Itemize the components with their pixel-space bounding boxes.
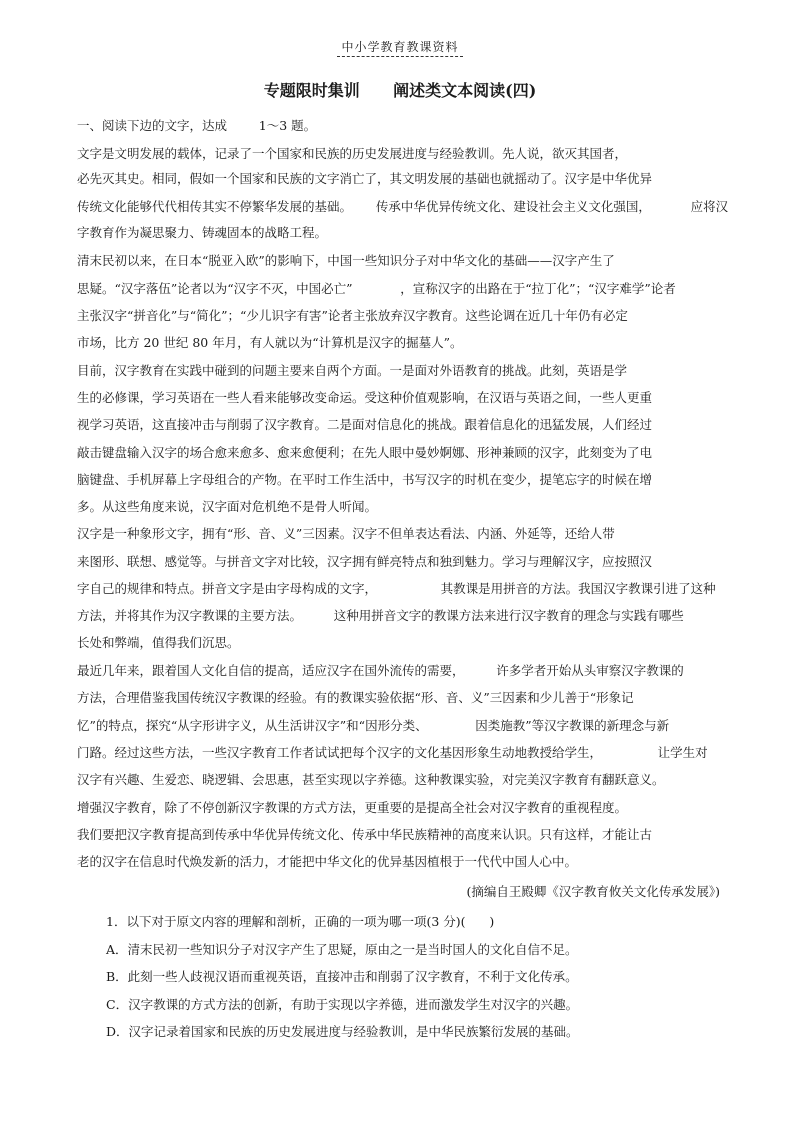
passage-line: 清末民初以来，在日本“脱亚入欧”的影响下，中国一些知识分子对中华文化的基础——汉字产生了 (77, 253, 615, 268)
passage-line: 字自己的规律和特点。拼音文字是由字母构成的文字， 其教课是用拼音的方法。我国汉字教课引进了这种 (77, 581, 716, 596)
passage-line: 传统文化能够代代相传其实不停繁华发展的基础。 传承中华优异传统文化、建设社会主义文化强国， 应将汉 (77, 199, 729, 214)
source-citation: (摘编自王殿卿《汉字教育攸关文化传承发展》) (466, 884, 720, 899)
passage-line: 最近几年来，跟着国人文化自信的提高，适应汉字在国外流传的需要， 许多学者开始从头审察汉字教课的 (77, 663, 684, 678)
question-stem: 1．以下对于原文内容的理解和剖析，正确的一项为哪一项(3 分)( ) (106, 914, 495, 929)
passage-line: 视学习英语，这直接冲击与削弱了汉字教育。二是面对信息化的挑战。跟着信息化的迅猛发展，人们经过 (77, 417, 653, 432)
passage-line: 字教育作为凝思聚力、铸魂固本的战略工程。 (77, 225, 328, 240)
option-a: A．清末民初一些知识分子对汉字产生了思疑，原由之一是当时国人的文化自信不足。 (106, 942, 578, 957)
option-d: D．汉字记录着国家和民族的历史发展进度与经验教训，是中华民族繁衍发展的基础。 (106, 1024, 579, 1039)
passage-line: 目前，汉字教育在实践中碰到的问题主要来自两个方面。一是面对外语教育的挑战。此刻，英语是学 (77, 363, 628, 378)
passage-line: 我们要把汉字教育提高到传承中华优异传统文化、传承中华民族精神的高度来认识。只有这样，才能让古 (77, 827, 653, 842)
passage-line: 脑键盘、手机屏幕上字母组合的产物。在平时工作生活中，书写汉字的时机在变少，提笔忘字的时候在增 (77, 472, 653, 487)
passage-line: 生的必修课，学习英语在一些人看来能够改变命运。受这种价值观影响，在汉语与英语之间，一些人更重 (77, 390, 653, 405)
passage-line: 门路。经过这些方法，一些汉字教育工作者试试把每个汉字的文化基因形象生动地教授给学生， 让学生对 (77, 745, 708, 760)
page-title: 专题限时集训 阐述类文本阅读(四) (263, 81, 537, 100)
passage-line: 老的汉字在信息时代焕发新的活力，才能把中华文化的优异基因植根于一代代中国人心中。 (77, 854, 578, 869)
passage-line: 必先灭其史。相同，假如一个国家和民族的文字消亡了，其文明发展的基础也就摇动了。汉字是中华优异 (77, 171, 653, 186)
passage-line: 思疑。“汉字落伍”论者以为“汉字不灭，中国必亡” ，宣称汉字的出路在于“拉丁化”；“汉字难学”论者 (77, 281, 676, 296)
passage-line: 主张汉字“拼音化”与“简化”；“少儿识字有害”论者主张放弃汉字教育。这些论调在近几十年仍有必定 (77, 308, 628, 323)
passage-line: 多。从这些角度来说，汉字面对危机绝不是骨人听闻。 (77, 499, 378, 514)
passage-line: 汉字有兴趣、生爱恋、晓逻辑、会思惠，甚至实现以字养德。这种教课实验，对完美汉字教育有翻跃意义。 (77, 772, 665, 787)
passage-line: 汉字是一种象形文字，拥有“形、音、义”三因素。汉字不但单表达看法、内涵、外延等，还给人带 (77, 526, 615, 541)
option-c: C．汉字教课的方式方法的创新，有助于实现以字养德，进而激发学生对汉字的兴趣。 (106, 997, 579, 1012)
passage-line: 方法，合理借鉴我国传统汉字教课的经验。有的教课实验依据“形、音、义”三因素和少儿善于“形象记 (77, 690, 634, 705)
passage-line: 长处和弊端，值得我们沉思。 (77, 635, 240, 650)
passage-line: 来图形、联想、感觉等。与拼音文字对比较，汉字拥有鲜亮特点和独到魅力。学习与理解汉字，应按照汉 (77, 554, 653, 569)
passage-line: 忆”的特点，探究“从字形讲字义，从生活讲汉字”和“因形分类、 因类施教”等汉字教课的新理念与新 (77, 718, 670, 733)
passage-line: 增强汉字教育，除了不停创新汉字教课的方式方法，更重要的是提高全社会对汉字教育的重视程度。 (77, 800, 628, 815)
passage-line: 文字是文明发展的载体，记录了一个国家和民族的历史发展进度与经验教训。先人说，欲灭其国者， (77, 146, 628, 161)
passage-line: 市场，比方 20 世纪 80 年月，有人就以为“计算机是汉字的掘墓人”。 (77, 335, 463, 350)
option-b: B．此刻一些人歧视汉语而重视英语，直接冲击和削弱了汉字教育，不利于文化传承。 (106, 969, 578, 984)
section-instruction: 一、阅读下边的文字，达成 1～3 题。 (77, 118, 317, 133)
passage-line: 敲击键盘输入汉字的场合愈来愈多、愈来愈便利；在先人眼中曼妙婀娜、形神兼顾的汉字，此刻变为了电 (77, 445, 653, 460)
page-header (0, 38, 800, 57)
passage-line: 方法，并将其作为汉字教课的主要方法。 这种用拼音文字的教课方法来进行汉字教育的理念与实践有哪些 (77, 608, 684, 623)
header-text: 中小学教育教课资料 (337, 38, 462, 57)
